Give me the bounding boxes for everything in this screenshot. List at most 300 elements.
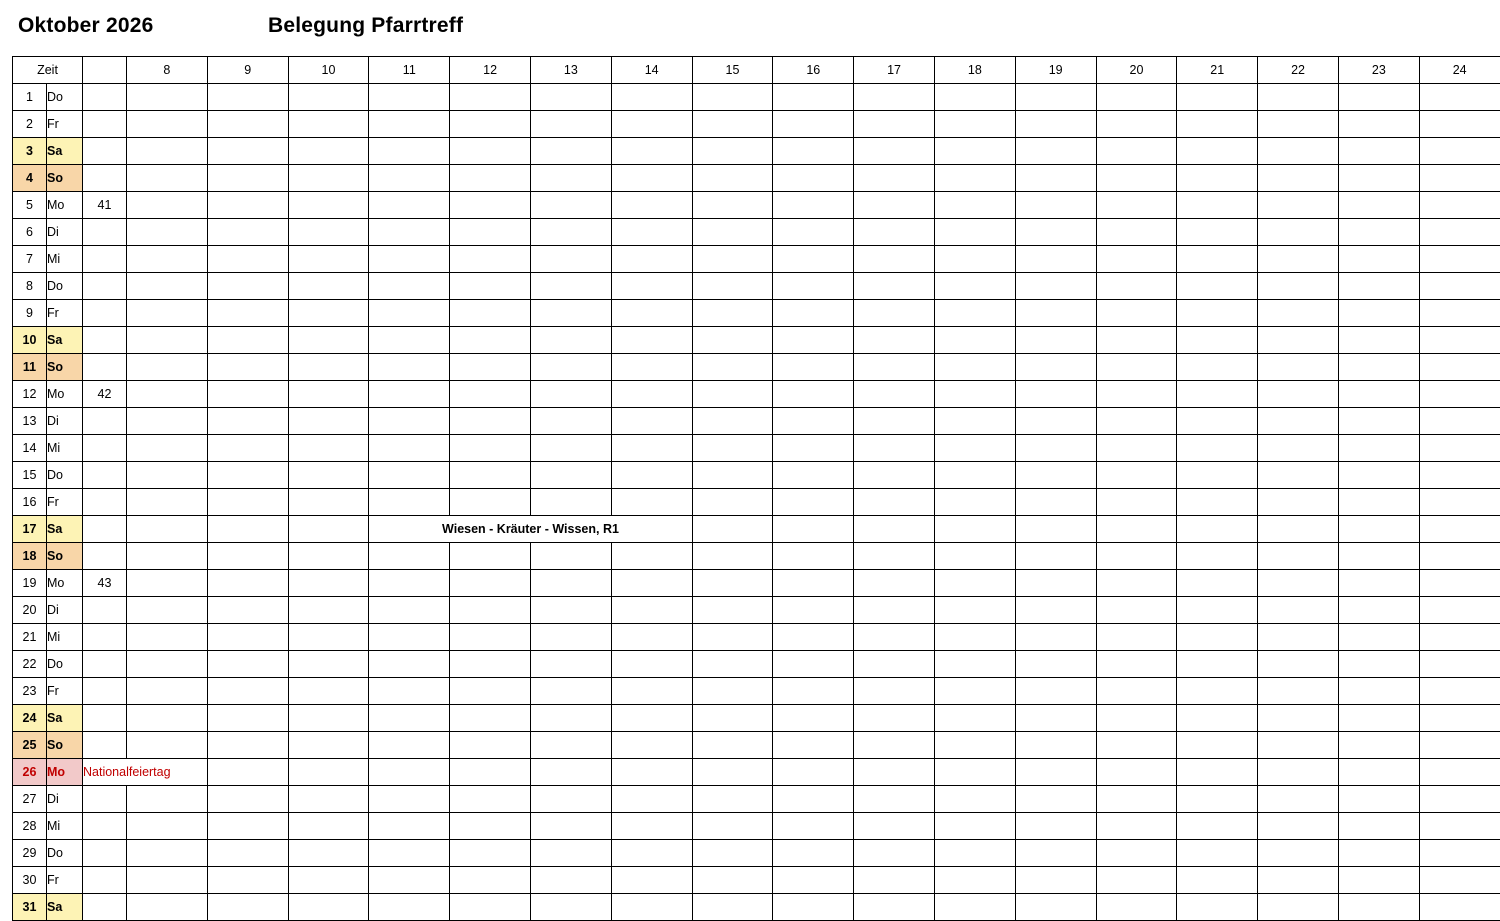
hour-cell[interactable] xyxy=(1338,381,1419,408)
hour-cell[interactable] xyxy=(207,84,288,111)
hour-cell[interactable] xyxy=(1015,543,1096,570)
hour-cell[interactable] xyxy=(611,435,692,462)
hour-cell[interactable] xyxy=(1338,84,1419,111)
hour-cell[interactable] xyxy=(369,462,450,489)
hour-cell[interactable] xyxy=(1015,489,1096,516)
hour-cell[interactable] xyxy=(1015,678,1096,705)
hour-cell[interactable] xyxy=(369,678,450,705)
hour-cell[interactable] xyxy=(127,300,208,327)
hour-cell[interactable] xyxy=(934,300,1015,327)
hour-cell[interactable] xyxy=(1096,192,1177,219)
hour-cell[interactable] xyxy=(1096,111,1177,138)
hour-cell[interactable] xyxy=(1258,840,1339,867)
hour-cell[interactable] xyxy=(369,354,450,381)
hour-cell[interactable] xyxy=(450,651,531,678)
hour-cell[interactable] xyxy=(692,192,773,219)
hour-cell[interactable] xyxy=(1258,408,1339,435)
hour-cell[interactable] xyxy=(611,624,692,651)
hour-cell[interactable] xyxy=(288,786,369,813)
hour-cell[interactable] xyxy=(1177,246,1258,273)
hour-cell[interactable] xyxy=(1258,705,1339,732)
hour-cell[interactable] xyxy=(127,273,208,300)
hour-cell[interactable] xyxy=(854,138,935,165)
hour-cell[interactable] xyxy=(773,111,854,138)
hour-cell[interactable] xyxy=(1258,300,1339,327)
hour-cell[interactable] xyxy=(288,219,369,246)
hour-cell[interactable] xyxy=(1096,570,1177,597)
hour-cell[interactable] xyxy=(530,354,611,381)
hour-cell[interactable] xyxy=(1419,570,1500,597)
hour-cell[interactable] xyxy=(1258,867,1339,894)
hour-cell[interactable] xyxy=(1419,732,1500,759)
hour-cell[interactable] xyxy=(1096,786,1177,813)
hour-cell[interactable] xyxy=(1096,759,1177,786)
hour-cell[interactable] xyxy=(288,840,369,867)
hour-cell[interactable] xyxy=(1338,516,1419,543)
hour-cell[interactable] xyxy=(369,327,450,354)
hour-cell[interactable] xyxy=(207,894,288,921)
hour-cell[interactable] xyxy=(773,786,854,813)
hour-cell[interactable] xyxy=(611,192,692,219)
hour-cell[interactable] xyxy=(530,138,611,165)
hour-cell[interactable] xyxy=(127,408,208,435)
hour-cell[interactable] xyxy=(1419,165,1500,192)
hour-cell[interactable] xyxy=(1258,786,1339,813)
hour-cell[interactable] xyxy=(530,786,611,813)
hour-cell[interactable] xyxy=(692,705,773,732)
hour-cell[interactable] xyxy=(1096,894,1177,921)
hour-cell[interactable] xyxy=(854,462,935,489)
hour-cell[interactable] xyxy=(1338,570,1419,597)
hour-cell[interactable] xyxy=(530,705,611,732)
hour-cell[interactable] xyxy=(692,435,773,462)
hour-cell[interactable] xyxy=(127,867,208,894)
hour-cell[interactable] xyxy=(692,597,773,624)
hour-cell[interactable] xyxy=(773,813,854,840)
hour-cell[interactable] xyxy=(1177,165,1258,192)
hour-cell[interactable] xyxy=(288,651,369,678)
hour-cell[interactable] xyxy=(1015,651,1096,678)
hour-cell[interactable] xyxy=(1015,138,1096,165)
hour-cell[interactable] xyxy=(854,570,935,597)
hour-cell[interactable] xyxy=(1015,327,1096,354)
hour-cell[interactable] xyxy=(450,111,531,138)
hour-cell[interactable] xyxy=(1177,354,1258,381)
hour-cell[interactable] xyxy=(207,219,288,246)
hour-cell[interactable] xyxy=(127,165,208,192)
hour-cell[interactable] xyxy=(288,138,369,165)
hour-cell[interactable] xyxy=(1338,597,1419,624)
hour-cell[interactable] xyxy=(530,408,611,435)
hour-cell[interactable] xyxy=(207,165,288,192)
hour-cell[interactable] xyxy=(127,84,208,111)
hour-cell[interactable] xyxy=(692,219,773,246)
hour-cell[interactable] xyxy=(1258,327,1339,354)
hour-cell[interactable] xyxy=(773,246,854,273)
hour-cell[interactable] xyxy=(369,732,450,759)
hour-cell[interactable] xyxy=(207,246,288,273)
hour-cell[interactable] xyxy=(692,165,773,192)
hour-cell[interactable] xyxy=(450,300,531,327)
hour-cell[interactable] xyxy=(773,462,854,489)
hour-cell[interactable] xyxy=(1338,705,1419,732)
hour-cell[interactable] xyxy=(1096,300,1177,327)
hour-cell[interactable] xyxy=(854,246,935,273)
hour-cell[interactable] xyxy=(1258,516,1339,543)
hour-cell[interactable] xyxy=(288,273,369,300)
hour-cell[interactable] xyxy=(1177,516,1258,543)
hour-cell[interactable] xyxy=(773,705,854,732)
hour-cell[interactable] xyxy=(127,381,208,408)
hour-cell[interactable] xyxy=(1258,813,1339,840)
hour-cell[interactable] xyxy=(692,624,773,651)
hour-cell[interactable] xyxy=(1419,705,1500,732)
hour-cell[interactable] xyxy=(207,570,288,597)
hour-cell[interactable] xyxy=(773,192,854,219)
hour-cell[interactable] xyxy=(207,192,288,219)
hour-cell[interactable] xyxy=(450,354,531,381)
hour-cell[interactable] xyxy=(1419,516,1500,543)
hour-cell[interactable] xyxy=(1338,300,1419,327)
hour-cell[interactable] xyxy=(288,624,369,651)
hour-cell[interactable] xyxy=(692,516,773,543)
hour-cell[interactable] xyxy=(1015,570,1096,597)
hour-cell[interactable] xyxy=(288,867,369,894)
hour-cell[interactable] xyxy=(934,489,1015,516)
hour-cell[interactable] xyxy=(1419,651,1500,678)
hour-cell[interactable] xyxy=(369,300,450,327)
hour-cell[interactable] xyxy=(450,678,531,705)
hour-cell[interactable] xyxy=(1096,381,1177,408)
hour-cell[interactable] xyxy=(854,435,935,462)
hour-cell[interactable] xyxy=(288,570,369,597)
hour-cell[interactable] xyxy=(1338,894,1419,921)
hour-cell[interactable] xyxy=(1419,894,1500,921)
hour-cell[interactable] xyxy=(1177,273,1258,300)
hour-cell[interactable] xyxy=(207,651,288,678)
hour-cell[interactable] xyxy=(450,381,531,408)
hour-cell[interactable] xyxy=(611,867,692,894)
hour-cell[interactable] xyxy=(1338,678,1419,705)
hour-cell[interactable] xyxy=(1338,111,1419,138)
hour-cell[interactable] xyxy=(934,651,1015,678)
hour-cell[interactable] xyxy=(530,489,611,516)
hour-cell[interactable] xyxy=(207,678,288,705)
hour-cell[interactable] xyxy=(1015,273,1096,300)
hour-cell[interactable] xyxy=(530,570,611,597)
hour-cell[interactable] xyxy=(1096,354,1177,381)
hour-cell[interactable] xyxy=(530,840,611,867)
hour-cell[interactable] xyxy=(1015,84,1096,111)
hour-cell[interactable] xyxy=(1015,462,1096,489)
hour-cell[interactable] xyxy=(1419,759,1500,786)
hour-cell[interactable] xyxy=(1015,165,1096,192)
hour-cell[interactable] xyxy=(854,894,935,921)
hour-cell[interactable] xyxy=(1258,543,1339,570)
hour-cell[interactable] xyxy=(1338,192,1419,219)
hour-cell[interactable] xyxy=(369,489,450,516)
hour-cell[interactable] xyxy=(854,273,935,300)
hour-cell[interactable] xyxy=(127,354,208,381)
hour-cell[interactable] xyxy=(692,273,773,300)
hour-cell[interactable] xyxy=(369,435,450,462)
hour-cell[interactable] xyxy=(692,570,773,597)
hour-cell[interactable] xyxy=(934,516,1015,543)
hour-cell[interactable] xyxy=(207,435,288,462)
hour-cell[interactable] xyxy=(530,813,611,840)
hour-cell[interactable] xyxy=(854,624,935,651)
hour-cell[interactable] xyxy=(1015,300,1096,327)
hour-cell[interactable] xyxy=(288,462,369,489)
hour-cell[interactable] xyxy=(1419,786,1500,813)
hour-cell[interactable] xyxy=(773,327,854,354)
hour-cell[interactable] xyxy=(934,543,1015,570)
hour-cell[interactable] xyxy=(1338,462,1419,489)
hour-cell[interactable] xyxy=(369,138,450,165)
hour-cell[interactable] xyxy=(1177,651,1258,678)
hour-cell[interactable] xyxy=(1338,219,1419,246)
hour-cell[interactable] xyxy=(1338,327,1419,354)
hour-cell[interactable] xyxy=(1177,84,1258,111)
hour-cell[interactable] xyxy=(1338,651,1419,678)
hour-cell[interactable] xyxy=(854,327,935,354)
hour-cell[interactable] xyxy=(1015,381,1096,408)
hour-cell[interactable] xyxy=(288,597,369,624)
hour-cell[interactable] xyxy=(854,813,935,840)
hour-cell[interactable] xyxy=(530,192,611,219)
hour-cell[interactable] xyxy=(450,273,531,300)
hour-cell[interactable] xyxy=(288,165,369,192)
hour-cell[interactable] xyxy=(1015,597,1096,624)
hour-cell[interactable] xyxy=(450,408,531,435)
hour-cell[interactable] xyxy=(773,138,854,165)
hour-cell[interactable] xyxy=(450,327,531,354)
hour-cell[interactable] xyxy=(1177,705,1258,732)
hour-cell[interactable] xyxy=(530,111,611,138)
hour-cell[interactable] xyxy=(1338,138,1419,165)
hour-cell[interactable] xyxy=(1419,327,1500,354)
hour-cell[interactable] xyxy=(530,219,611,246)
hour-cell[interactable] xyxy=(773,624,854,651)
hour-cell[interactable] xyxy=(773,732,854,759)
hour-cell[interactable] xyxy=(127,246,208,273)
hour-cell[interactable] xyxy=(854,111,935,138)
hour-cell[interactable] xyxy=(934,327,1015,354)
hour-cell[interactable] xyxy=(934,597,1015,624)
hour-cell[interactable] xyxy=(773,597,854,624)
hour-cell[interactable] xyxy=(1096,597,1177,624)
hour-cell[interactable] xyxy=(934,111,1015,138)
hour-cell[interactable] xyxy=(1177,300,1258,327)
hour-cell[interactable] xyxy=(611,165,692,192)
hour-cell[interactable] xyxy=(1258,597,1339,624)
hour-cell[interactable] xyxy=(1177,381,1258,408)
hour-cell[interactable] xyxy=(1258,192,1339,219)
hour-cell[interactable] xyxy=(1177,786,1258,813)
hour-cell[interactable] xyxy=(854,597,935,624)
hour-cell[interactable] xyxy=(1419,273,1500,300)
hour-cell[interactable] xyxy=(207,138,288,165)
hour-cell[interactable] xyxy=(127,111,208,138)
hour-cell[interactable] xyxy=(854,867,935,894)
hour-cell[interactable] xyxy=(1419,300,1500,327)
hour-cell[interactable] xyxy=(207,516,288,543)
hour-cell[interactable] xyxy=(1177,408,1258,435)
hour-cell[interactable] xyxy=(1419,435,1500,462)
hour-cell[interactable] xyxy=(611,543,692,570)
hour-cell[interactable] xyxy=(450,246,531,273)
hour-cell[interactable] xyxy=(369,597,450,624)
hour-cell[interactable] xyxy=(1258,678,1339,705)
hour-cell[interactable] xyxy=(1258,354,1339,381)
hour-cell[interactable] xyxy=(611,273,692,300)
hour-cell[interactable] xyxy=(207,327,288,354)
hour-cell[interactable] xyxy=(127,813,208,840)
hour-cell[interactable] xyxy=(934,84,1015,111)
hour-cell[interactable] xyxy=(530,435,611,462)
hour-cell[interactable] xyxy=(1258,435,1339,462)
hour-cell[interactable] xyxy=(127,138,208,165)
hour-cell[interactable] xyxy=(773,759,854,786)
hour-cell[interactable] xyxy=(1015,624,1096,651)
hour-cell[interactable] xyxy=(288,111,369,138)
hour-cell[interactable] xyxy=(1338,435,1419,462)
hour-cell[interactable] xyxy=(1096,408,1177,435)
hour-cell[interactable] xyxy=(934,759,1015,786)
hour-cell[interactable] xyxy=(692,813,773,840)
event-block[interactable]: Wiesen - Kräuter - Wissen, R1 xyxy=(369,516,692,543)
hour-cell[interactable] xyxy=(934,894,1015,921)
hour-cell[interactable] xyxy=(450,759,531,786)
hour-cell[interactable] xyxy=(934,246,1015,273)
hour-cell[interactable] xyxy=(127,327,208,354)
hour-cell[interactable] xyxy=(773,516,854,543)
hour-cell[interactable] xyxy=(692,300,773,327)
hour-cell[interactable] xyxy=(369,705,450,732)
hour-cell[interactable] xyxy=(934,219,1015,246)
hour-cell[interactable] xyxy=(854,84,935,111)
hour-cell[interactable] xyxy=(934,273,1015,300)
hour-cell[interactable] xyxy=(369,759,450,786)
hour-cell[interactable] xyxy=(530,624,611,651)
hour-cell[interactable] xyxy=(854,516,935,543)
hour-cell[interactable] xyxy=(854,651,935,678)
hour-cell[interactable] xyxy=(207,273,288,300)
hour-cell[interactable] xyxy=(1096,840,1177,867)
hour-cell[interactable] xyxy=(611,354,692,381)
hour-cell[interactable] xyxy=(1258,894,1339,921)
hour-cell[interactable] xyxy=(450,165,531,192)
hour-cell[interactable] xyxy=(1258,489,1339,516)
hour-cell[interactable] xyxy=(450,192,531,219)
hour-cell[interactable] xyxy=(1338,813,1419,840)
hour-cell[interactable] xyxy=(369,867,450,894)
hour-cell[interactable] xyxy=(369,894,450,921)
hour-cell[interactable] xyxy=(1258,246,1339,273)
hour-cell[interactable] xyxy=(854,489,935,516)
hour-cell[interactable] xyxy=(369,246,450,273)
hour-cell[interactable] xyxy=(1177,624,1258,651)
hour-cell[interactable] xyxy=(692,462,773,489)
hour-cell[interactable] xyxy=(530,462,611,489)
hour-cell[interactable] xyxy=(773,489,854,516)
hour-cell[interactable] xyxy=(1177,138,1258,165)
hour-cell[interactable] xyxy=(127,705,208,732)
hour-cell[interactable] xyxy=(1015,732,1096,759)
hour-cell[interactable] xyxy=(1096,678,1177,705)
hour-cell[interactable] xyxy=(1096,219,1177,246)
hour-cell[interactable] xyxy=(611,381,692,408)
hour-cell[interactable] xyxy=(530,84,611,111)
hour-cell[interactable] xyxy=(207,408,288,435)
hour-cell[interactable] xyxy=(1338,759,1419,786)
hour-cell[interactable] xyxy=(773,840,854,867)
hour-cell[interactable] xyxy=(1177,840,1258,867)
hour-cell[interactable] xyxy=(530,759,611,786)
hour-cell[interactable] xyxy=(1096,732,1177,759)
hour-cell[interactable] xyxy=(288,192,369,219)
hour-cell[interactable] xyxy=(611,651,692,678)
hour-cell[interactable] xyxy=(1338,543,1419,570)
hour-cell[interactable] xyxy=(1177,597,1258,624)
hour-cell[interactable] xyxy=(934,678,1015,705)
hour-cell[interactable] xyxy=(692,651,773,678)
hour-cell[interactable] xyxy=(369,570,450,597)
hour-cell[interactable] xyxy=(1096,516,1177,543)
hour-cell[interactable] xyxy=(369,219,450,246)
hour-cell[interactable] xyxy=(1419,381,1500,408)
hour-cell[interactable] xyxy=(934,462,1015,489)
hour-cell[interactable] xyxy=(692,732,773,759)
hour-cell[interactable] xyxy=(1338,732,1419,759)
hour-cell[interactable] xyxy=(692,489,773,516)
hour-cell[interactable] xyxy=(288,678,369,705)
hour-cell[interactable] xyxy=(1177,489,1258,516)
hour-cell[interactable] xyxy=(854,786,935,813)
hour-cell[interactable] xyxy=(369,840,450,867)
hour-cell[interactable] xyxy=(611,894,692,921)
hour-cell[interactable] xyxy=(1015,246,1096,273)
hour-cell[interactable] xyxy=(692,867,773,894)
hour-cell[interactable] xyxy=(611,408,692,435)
hour-cell[interactable] xyxy=(611,759,692,786)
hour-cell[interactable] xyxy=(1419,867,1500,894)
hour-cell[interactable] xyxy=(773,678,854,705)
hour-cell[interactable] xyxy=(773,435,854,462)
hour-cell[interactable] xyxy=(288,84,369,111)
hour-cell[interactable] xyxy=(611,219,692,246)
hour-cell[interactable] xyxy=(450,624,531,651)
hour-cell[interactable] xyxy=(369,813,450,840)
hour-cell[interactable] xyxy=(1096,273,1177,300)
hour-cell[interactable] xyxy=(1419,489,1500,516)
hour-cell[interactable] xyxy=(1258,219,1339,246)
hour-cell[interactable] xyxy=(1015,192,1096,219)
hour-cell[interactable] xyxy=(127,894,208,921)
hour-cell[interactable] xyxy=(1177,435,1258,462)
hour-cell[interactable] xyxy=(854,219,935,246)
hour-cell[interactable] xyxy=(1177,894,1258,921)
hour-cell[interactable] xyxy=(1419,462,1500,489)
hour-cell[interactable] xyxy=(692,84,773,111)
hour-cell[interactable] xyxy=(1419,219,1500,246)
hour-cell[interactable] xyxy=(934,435,1015,462)
hour-cell[interactable] xyxy=(934,840,1015,867)
hour-cell[interactable] xyxy=(450,786,531,813)
hour-cell[interactable] xyxy=(1015,867,1096,894)
hour-cell[interactable] xyxy=(450,435,531,462)
hour-cell[interactable] xyxy=(854,543,935,570)
